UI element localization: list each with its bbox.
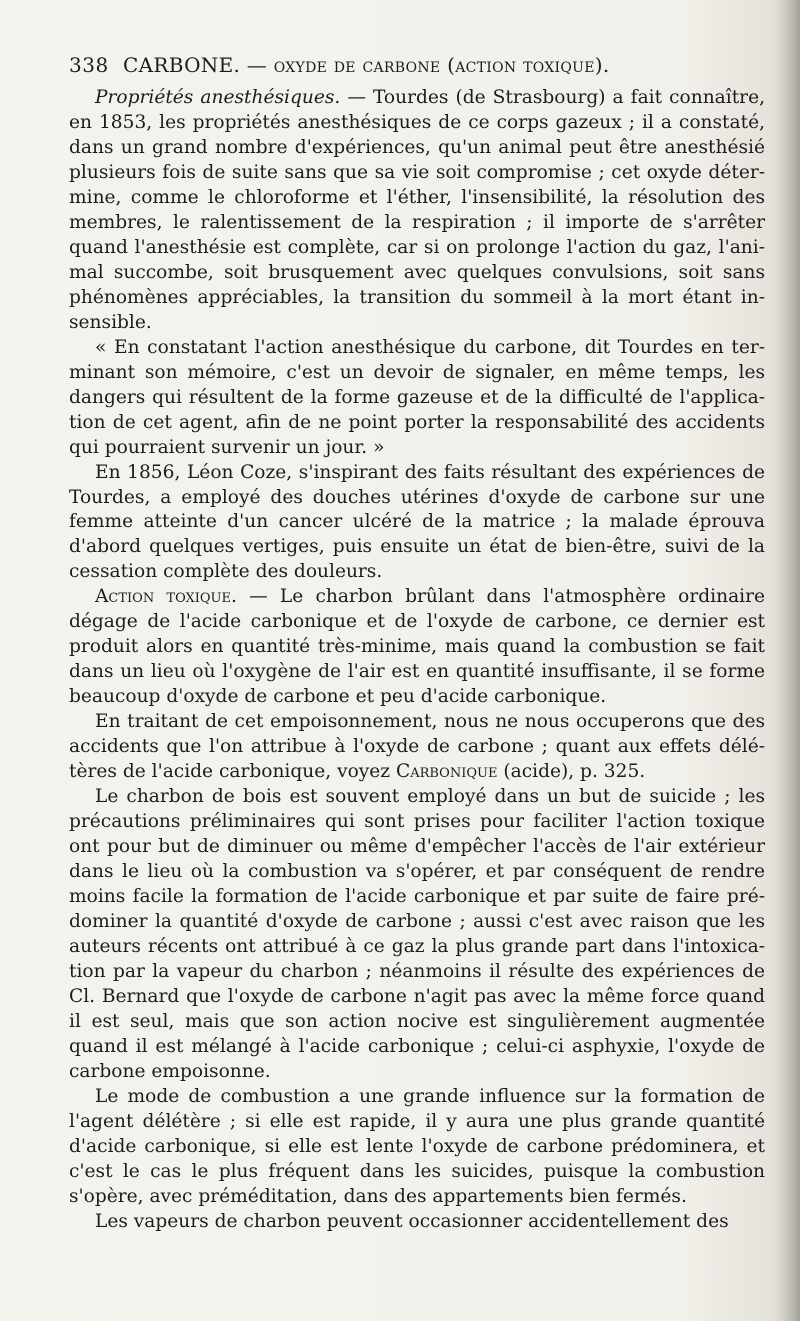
text-line: dominer la quantité d'oxyde de carbone ; aussi c'est avec raison que les [69, 910, 765, 932]
text-line: sensible. [69, 311, 152, 333]
paragraph [69, 1210, 765, 1235]
text-line: dans un lieu où l'oxygène de l'air est en quantité insuffisante, il se forme [69, 661, 765, 683]
text-line: Le mode de combustion a une grande influence sur la formation de [95, 1085, 765, 1107]
text-line: mine, comme le chloroforme et l'éther, l'insensibilité, la résolution des [69, 186, 765, 208]
text-line: c'est le cas le plus fréquent dans les suicides, puisque la combustion [69, 1160, 765, 1182]
paragraph [69, 710, 765, 785]
page-header [69, 44, 765, 86]
text-line: d'acide carbonique, si elle est lente l'oxyde de carbone prédominera, et [69, 1135, 765, 1157]
text-line: qui pourraient survenir un jour. » [69, 436, 385, 458]
text-line: quand l'anesthésie est complète, car si on prolonge l'action du gaz, l'ani- [69, 236, 765, 258]
text-line: mal succombe, soit brusquement avec quelques convulsions, soit sans [69, 261, 765, 283]
paragraph [69, 1085, 765, 1210]
text-line: ont pour but de diminuer ou même d'empêcher l'accès de l'air extérieur [69, 836, 765, 858]
text-line: phénomènes appréciables, la transition du sommeil à la mort étant in- [69, 286, 765, 308]
text-line: membres, le ralentissement de la respiration ; il importe de s'arrêter [69, 211, 765, 233]
text-line: tion par la vapeur du charbon ; néanmoins il résulte des expériences de [69, 960, 765, 982]
text-line: femme atteinte d'un cancer ulcéré de la matrice ; la malade éprouva [69, 511, 765, 533]
text-line: dans un grand nombre d'expériences, qu'un animal peut être anesthésié [69, 136, 765, 158]
text-line: précautions préliminaires qui sont prises pour faciliter l'action toxique [69, 811, 765, 833]
text-line: Cl. Bernard que l'oxyde de carbone n'agit pas avec la même force quand [69, 985, 765, 1007]
text-line: produit alors en quantité très-minime, mais quand la combustion se fait [69, 636, 765, 658]
text-line: minant son mémoire, c'est un devoir de signaler, en même temps, les [69, 361, 765, 383]
body-text [69, 86, 765, 1235]
text-line: carbone empoisonne. [69, 1060, 271, 1082]
text-line: cessation complète des douleurs. [69, 561, 383, 583]
text-line: l'agent délétère ; si elle est rapide, il y aura une plus grande quantité [69, 1110, 765, 1132]
text-line: beaucoup d'oxyde de carbone et peu d'acide carbonique. [69, 686, 607, 708]
text-line: « En constatant l'action anesthésique du carbone, dit Tourdes en ter- [95, 336, 765, 358]
text-line: tères de l'acide carbonique, voyez Carbonique (acide), p. 325. [69, 761, 646, 783]
text-line: En 1856, Léon Coze, s'inspirant des faits résultant des expériences de [95, 461, 765, 483]
text-line: moins facile la formation de l'acide carbonique et par suite de faire pré- [69, 886, 765, 907]
text-line: s'opère, avec préméditation, dans des appartements bien fermés. [69, 1185, 687, 1207]
paragraph [69, 461, 765, 586]
text-line: Tourdes, a employé des douches utérines d'oxyde de carbone sur une [69, 486, 765, 508]
text-line: dégage de l'acide carbonique et de l'oxyde de carbone, ce dernier est [69, 611, 765, 633]
paragraph [69, 785, 765, 1085]
text-line: Action toxique. — Le charbon brûlant dans l'atmosphère ordinaire [95, 586, 765, 608]
page-number: 338 [69, 53, 109, 77]
text-line: tion de cet agent, afin de ne point porter la responsabilité des accidents [69, 411, 765, 433]
text-line: dans le lieu où la combustion va s'opérer, et par conséquent de rendre [69, 861, 765, 883]
text-line: quand il est mélangé à l'acide carbonique ; celui-ci asphyxie, l'oxyde de [69, 1035, 765, 1057]
text-line: Propriétés anesthésiques. — Tourdes (de Strasbourg) a fait connaître, [95, 87, 765, 108]
text-line: accidents que l'on attribue à l'oxyde de carbone ; quant aux effets délé- [69, 736, 765, 758]
text-line: Le charbon de bois est souvent employé dans un but de suicide ; les [95, 786, 765, 808]
text-line: plusieurs fois de suite sans que sa vie soit compromise ; cet oxyde déter- [69, 161, 765, 183]
page-text-block [69, 44, 765, 1235]
paragraph [69, 86, 765, 336]
text-line: dangers qui résultent de la forme gazeuse et de la difficulté de l'applica- [69, 386, 765, 408]
text-line: en 1853, les propriétés anesthésiques de ce corps gazeux ; il a constaté, [69, 111, 765, 133]
text-line: d'abord quelques vertiges, puis ensuite un état de bien-être, suivi de la [69, 536, 765, 558]
text-line: auteurs récents ont attribué à ce gaz la plus grande part dans l'intoxica- [69, 935, 765, 957]
text-line: Les vapeurs de charbon peuvent occasionner accidentellement des [95, 1210, 729, 1232]
text-line: En traitant de cet empoisonnement, nous ne nous occuperons que des [95, 711, 765, 733]
running-title: CARBONE. — oxyde de carbone (action toxique). [123, 53, 610, 77]
paragraph [69, 585, 765, 710]
paragraph [69, 336, 765, 461]
text-line: il est seul, mais que son action nocive est singulièrement augmentée [69, 1010, 765, 1032]
